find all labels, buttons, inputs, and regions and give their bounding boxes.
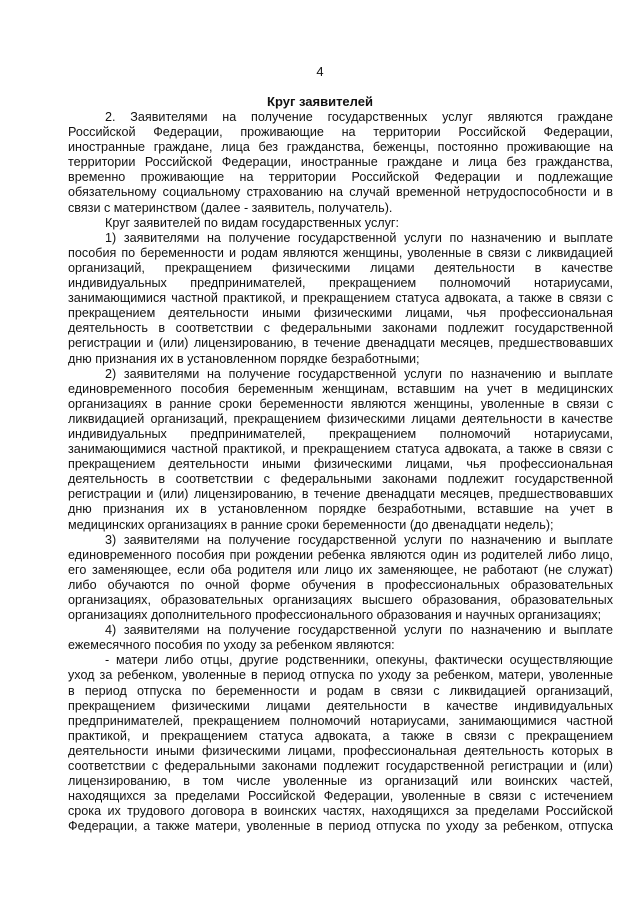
text-line: прекращением физическими лицами деятельности в качестве индивидуальных	[68, 698, 613, 713]
text-line: деятельность в соответствии с федеральными законами подлежит государственной	[68, 321, 613, 336]
text-line: срока их трудового договора в воинских частях, находящихся за пределами Российской	[68, 804, 613, 819]
text-line: организаций, прекращением физическими лицами деятельности в качестве	[68, 260, 613, 275]
text-line: его заменяющее, если оба родителя или лицо их заменяющее, не работают (не служат)	[68, 562, 613, 577]
text-line: предпринимателей, прекращением полномочий нотариусами, занимающимися частной	[68, 713, 613, 728]
text-line: ежемесячного пособия по уходу за ребенком являются:	[68, 638, 395, 653]
text-line: организациях в ранние сроки беременности являются женщины, уволенные в связи с	[68, 396, 613, 411]
text-line: пособия по беременности и родам являются женщины, уволенные в связи с ликвидацией	[68, 245, 613, 260]
text-line: прекращением деятельности иными физическими лицами, чья профессиональная	[68, 306, 613, 321]
text-line: лицензированию, в том числе уволенные из организаций или воинских частей,	[68, 774, 613, 789]
text-line: единовременного пособия при рождении ребенка являются один из родителей либо лицо,	[68, 547, 613, 562]
text-line: Российской Федерации, проживающие на территории Российской Федерации,	[68, 125, 613, 140]
text-line: обязательному социальному страхованию на случай временной нетрудоспособности и в	[68, 185, 613, 200]
text-line: занимающимися частной практикой, и прекращением статуса адвоката, а также в связи с	[68, 291, 613, 306]
text-line: единовременного пособия беременным женщинам, вставшим на учет в медицинских	[68, 381, 613, 396]
text-line: Круг заявителей по видам государственных услуг:	[105, 215, 399, 230]
text-line: организациях, образовательных организациях высшего образования, образовательных	[68, 593, 613, 607]
text-line: прекращением деятельности иными физическими лицами, чья профессиональная	[68, 457, 613, 472]
text-line: деятельности иными физическими лицами, профессиональная деятельность которых в	[68, 743, 613, 758]
text-line: в период отпуска по беременности и родам в связи с ликвидацией организаций,	[68, 683, 613, 698]
text-line: уход за ребенком, уволенные в период отпуска по уходу за ребенком, матери, уволенные	[68, 668, 613, 683]
text-line: 1) заявителями на получение государственной услуги по назначению и выплате	[105, 230, 613, 245]
text-line: индивидуальных предпринимателей, прекращением полномочий нотариусами,	[68, 276, 613, 291]
text-line: территории Российской Федерации, иностранные граждане и лица без гражданства,	[68, 155, 613, 170]
text-line: находящихся за пределами Российской Федерации, уволенные в связи с истечением	[68, 789, 613, 804]
text-line: дню признания их в установленном порядке безработными;	[68, 351, 420, 366]
text-line: ликвидацией организаций, прекращением физическими лицами деятельности в качестве	[68, 411, 613, 426]
text-line: Федерации, а также матери, уволенные в период отпуска по уходу за ребенком, отпуска	[68, 819, 613, 834]
text-line: регистрации и (или) лицензированию, в течение двенадцати месяцев, предшествовавших	[68, 487, 613, 502]
text-line: медицинских организациях в ранние сроки беременности (до двенадцати недель);	[68, 517, 554, 532]
text-line: соответствии с федеральными законами подлежит государственной регистрации и (или)	[68, 759, 613, 774]
text-line: иностранные граждане, лица без гражданства, беженцы, постоянно проживающие на	[68, 140, 613, 155]
text-line: 2) заявителями на получение государственной услуги по назначению и выплате	[105, 366, 613, 381]
document-body	[68, 110, 613, 835]
text-line: занимающимися частной практикой, и прекращением статуса адвоката, а также в связи с	[68, 442, 613, 457]
text-line: либо обучаются по очной форме обучения в профессиональных образовательных	[68, 577, 613, 592]
text-line: регистрации и (или) лицензированию, в течение двенадцати месяцев, предшествовавших	[68, 336, 613, 351]
text-line: 3) заявителями на получение государственной услуги по назначению и выплате	[105, 532, 613, 547]
text-line: индивидуальных предпринимателей, прекращением полномочий нотариусами,	[68, 426, 613, 441]
text-line: 4) заявителями на получение государственной услуги по назначению и выплате	[105, 623, 613, 638]
section-heading: Круг заявителей	[267, 94, 373, 109]
text-line: связи с материнством (далее - заявитель, получатель).	[68, 200, 393, 215]
text-line: организациях дополнительного профессионального образования и научных организациях;	[68, 608, 602, 623]
text-line: 2. Заявителями на получение государственных услуг являются граждане	[105, 110, 613, 124]
text-line: дню признания их в установленном порядке безработными, вставшие на учет в	[68, 502, 613, 517]
text-line: временно проживающие на территории Российской Федерации и подлежащие	[68, 170, 613, 185]
text-line: практикой, и прекращением статуса адвоката, а также в связи с прекращением	[68, 728, 613, 743]
text-line: деятельность в соответствии с федеральными законами подлежит государственной	[68, 472, 613, 487]
text-line: - матери либо отцы, другие родственники, опекуны, фактически осуществляющие	[105, 653, 613, 668]
page-number: 4	[316, 64, 324, 79]
